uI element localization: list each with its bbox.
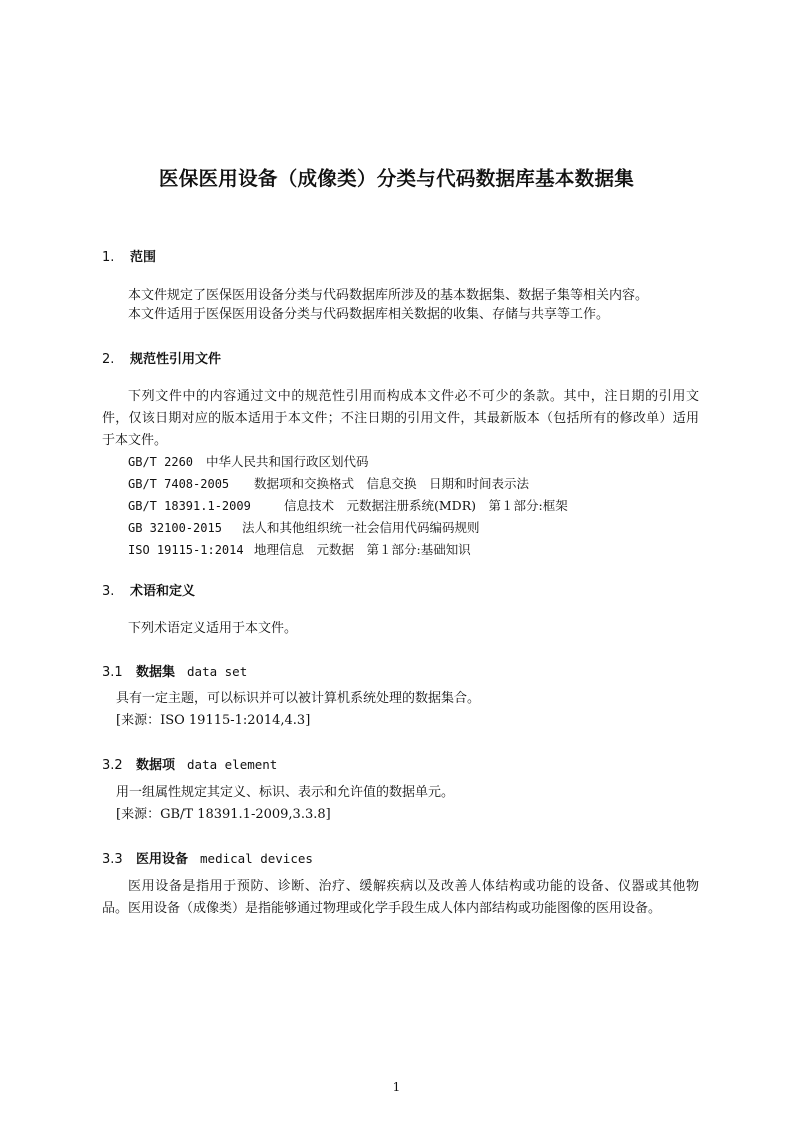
paragraph-line: 本文件规定了医保医用设备分类与代码数据库所涉及的基本数据集、数据子集等相关内容。 (128, 288, 649, 303)
page-number: 1 (392, 1080, 401, 1094)
paragraph-line: 本文件适用于医保医用设备分类与代码数据库相关数据的收集、存储与共享等工作。 (128, 307, 610, 322)
section-number: 2. (102, 352, 115, 367)
reference-name: 数据项和交换格式 信息交换 日期和时间表示法 (254, 476, 530, 491)
section-title: 数据项 (136, 758, 176, 773)
reference-item (128, 452, 369, 470)
reference-name: 中华人民共和国行政区划代码 (206, 454, 369, 469)
reference-code: GB/T 18391.1-2009 (128, 499, 251, 513)
subsection-3-2-heading (102, 754, 277, 773)
document-title: 医保医用设备（成像类）分类与代码数据库基本数据集 (158, 167, 635, 190)
section-2-heading (102, 348, 221, 367)
subsection-3-1-heading (102, 661, 247, 680)
reference-name: 信息技术 元数据注册系统(MDR) 第１部分:框架 (284, 498, 568, 513)
definition-text: 具有一定主题，可以标识并可以被计算机系统处理的数据集合。 (116, 691, 481, 706)
section-title: 数据集 (136, 665, 176, 680)
section-number: 3.2 (102, 758, 123, 773)
section-title-english: medical devices (200, 851, 313, 866)
reference-item (128, 496, 568, 514)
paragraph: 下列文件中的内容通过文中的规范性引用而构成本文件必不可少的条款。其中，注日期的引用文件，仅该日期对应的版本适用于本文件；不注日期的引用文件，其最新版本（包括所有的修改单）适用于本文件。 (102, 389, 699, 448)
reference-code: GB/T 2260 (128, 455, 194, 469)
section-number: 3. (102, 584, 115, 599)
reference-item (128, 518, 480, 536)
reference-code: GB/T 7408-2005 (128, 477, 230, 491)
section-title: 术语和定义 (130, 584, 196, 599)
section-title: 范围 (130, 250, 157, 265)
section-title: 规范性引用文件 (130, 352, 222, 367)
reference-name: 法人和其他组织统一社会信用代码编码规则 (242, 520, 480, 535)
section-number: 3.3 (102, 852, 123, 867)
definition-text: 用一组属性规定其定义、标识、表示和允许值的数据单元。 (116, 785, 455, 800)
reference-item (128, 474, 529, 492)
section-title-english: data element (187, 757, 278, 772)
definition-paragraph: 医用设备是指用于预防、诊断、治疗、缓解疾病以及改善人体结构或功能的设备、仪器或其他物品。医用设备（成像类）是指能够通过物理或化学手段生成人体内部结构或功能图像的医用设备。 (102, 879, 699, 916)
reference-item (128, 540, 471, 558)
reference-code: GB 32100-2015 (128, 521, 222, 535)
section-3-heading (102, 580, 195, 599)
reference-name: 地理信息 元数据 第１部分:基础知识 (254, 542, 471, 557)
reference-code: ISO 19115-1:2014 (128, 543, 244, 557)
paragraph-line: 下列术语定义适用于本文件。 (128, 621, 298, 636)
section-title-english: data set (187, 664, 248, 679)
subsection-3-3-heading (102, 848, 313, 867)
definition-source: [来源：GB/T 18391.1-2009,3.3.8] (116, 807, 331, 822)
section-number: 1. (102, 250, 115, 265)
section-title: 医用设备 (136, 852, 189, 867)
section-number: 3.1 (102, 665, 123, 680)
section-1-heading (102, 246, 156, 265)
definition-source: [来源：ISO 19115-1:2014,4.3] (116, 713, 311, 728)
